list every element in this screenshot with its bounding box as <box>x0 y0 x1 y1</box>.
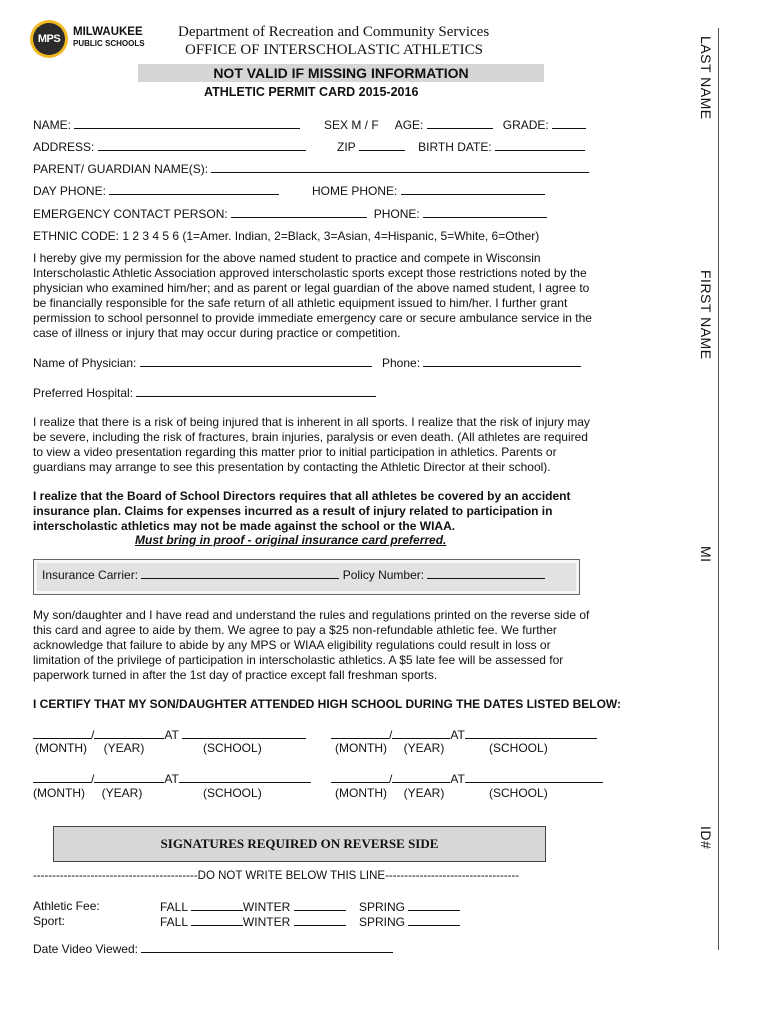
at-label: AT <box>450 728 465 742</box>
sport-fall-field[interactable] <box>191 914 243 926</box>
hospital-label: Preferred Hospital: <box>33 386 134 400</box>
sex-age-grade-row <box>324 117 586 132</box>
zip-field[interactable] <box>359 139 405 151</box>
month-caption: (MONTH) <box>335 741 387 755</box>
school-field[interactable] <box>465 727 597 739</box>
age-field[interactable] <box>427 117 493 129</box>
logo-abbrev: MPS <box>33 23 65 55</box>
physician-row <box>33 355 372 370</box>
winter-label: WINTER <box>242 900 291 914</box>
attendance-captions-4 <box>335 786 548 800</box>
name-label: NAME: <box>33 118 72 132</box>
physician-label: Name of Physician: <box>33 356 137 370</box>
fee-season-row <box>160 899 460 914</box>
day-phone-label: DAY PHONE: <box>33 184 106 198</box>
proof-note: Must bring in proof - original insurance card preferred. <box>135 533 447 547</box>
carrier-field[interactable] <box>141 567 339 579</box>
year-field[interactable] <box>392 771 450 783</box>
emergency-row <box>33 206 547 221</box>
permission-paragraph: I hereby give my permission for the above named student to practice and compete in Wisconsin Interscholastic Athletic Association approved interscholastic sports except those restrictions noted by the physician who examined him/her; and as parent or legal guardian of the above named student, I agree to be financially responsible for the safe return of all athletic equipment issued to him/her. I further grant permission to school personnel to provide immediate emergency care or secure ambulance service in the case of illness or injury that may occur during practice or competition. <box>33 251 592 340</box>
home-phone-label: HOME PHONE: <box>312 184 398 198</box>
attendance-entry-4 <box>331 771 603 786</box>
emergency-label: EMERGENCY CONTACT PERSON: <box>33 207 228 221</box>
school-caption: (SCHOOL) <box>203 786 262 800</box>
month-field[interactable] <box>331 771 389 783</box>
athletic-fee-label: Athletic Fee: <box>33 899 100 913</box>
attendance-entry-1 <box>33 727 306 742</box>
guardian-row <box>33 161 589 176</box>
date-video-field[interactable] <box>141 941 393 953</box>
year-caption: (YEAR) <box>403 741 445 755</box>
physician-field[interactable] <box>140 355 372 367</box>
slash: / <box>389 728 393 742</box>
address-row <box>33 139 306 154</box>
signatures-required-box: SIGNATURES REQUIRED ON REVERSE SIDE <box>53 826 546 862</box>
fee-fall-field[interactable] <box>191 899 243 911</box>
grade-label: GRADE: <box>502 118 549 132</box>
fee-spring-field[interactable] <box>408 899 460 911</box>
insurance-paragraph: I realize that the Board of School Directors requires that all athletes be covered by an accident insurance plan. Claims for expenses incurred as a result of injury related to participation in interscholastic athletics may not be made against the school or the WIAA. <box>33 489 571 533</box>
at-label: AT <box>164 772 179 786</box>
school-caption: (SCHOOL) <box>489 786 548 800</box>
carrier-label: Insurance Carrier: <box>42 568 139 582</box>
id-label: ID# <box>698 826 714 850</box>
name-row <box>33 117 300 132</box>
physician-phone-field[interactable] <box>423 355 581 367</box>
first-name-label: FIRST NAME <box>698 270 714 360</box>
month-caption: (MONTH) <box>335 786 387 800</box>
do-not-write-divider: -------------------------------------------DO NOT WRITE BELOW THIS LINE----------------------------------- <box>33 870 520 882</box>
address-field[interactable] <box>98 139 306 151</box>
hospital-field[interactable] <box>136 385 376 397</box>
emergency-field[interactable] <box>231 206 367 218</box>
policy-field[interactable] <box>427 567 545 579</box>
fall-label: FALL <box>160 915 188 929</box>
card-title: ATHLETIC PERMIT CARD 2015-2016 <box>204 85 419 99</box>
month-field[interactable] <box>331 727 389 739</box>
policy-label: Policy Number: <box>342 568 425 582</box>
ethnic-code: ETHNIC CODE: 1 2 3 4 5 6 (1=Amer. Indian, 2=Black, 3=Asian, 4=Hispanic, 5=White, 6=Other) <box>33 229 540 243</box>
spring-label: SPRING <box>358 900 405 914</box>
hospital-row <box>33 385 376 400</box>
grade-field[interactable] <box>552 117 586 129</box>
at-label: AT <box>164 728 179 742</box>
side-divider <box>718 28 719 950</box>
month-caption: (MONTH) <box>35 741 87 755</box>
year-caption: (YEAR) <box>103 741 145 755</box>
logo-line2: PUBLIC SCHOOLS <box>73 39 145 48</box>
month-field[interactable] <box>33 771 91 783</box>
certify-statement: I CERTIFY THAT MY SON/DAUGHTER ATTENDED HIGH SCHOOL DURING THE DATES LISTED BELOW: <box>33 697 622 711</box>
zip-birth-row <box>337 139 585 154</box>
sport-season-row <box>160 914 460 929</box>
slash: / <box>91 728 95 742</box>
sport-spring-field[interactable] <box>408 914 460 926</box>
date-video-row <box>33 941 393 956</box>
attendance-entry-3 <box>33 771 311 786</box>
logo-text <box>73 26 145 50</box>
birth-date-label: BIRTH DATE: <box>418 140 492 154</box>
emergency-phone-label: PHONE: <box>373 207 420 221</box>
school-field[interactable] <box>182 727 306 739</box>
home-phone-field[interactable] <box>401 183 545 195</box>
mi-label: MI <box>698 546 714 563</box>
school-caption: (SCHOOL) <box>203 741 262 755</box>
logo-line1: MILWAUKEE <box>73 26 143 38</box>
at-label: AT <box>450 772 465 786</box>
year-field[interactable] <box>94 727 164 739</box>
emergency-phone-field[interactable] <box>423 206 547 218</box>
address-label: ADDRESS: <box>33 140 95 154</box>
date-video-label: Date Video Viewed: <box>33 942 138 956</box>
attendance-captions-1 <box>35 741 262 755</box>
last-name-label: LAST NAME <box>698 36 714 120</box>
age-label: AGE: <box>394 118 424 132</box>
year-field[interactable] <box>94 771 164 783</box>
school-caption: (SCHOOL) <box>489 741 548 755</box>
name-field[interactable] <box>74 117 300 129</box>
fee-winter-field[interactable] <box>294 899 346 911</box>
mps-logo <box>30 20 68 58</box>
attendance-captions-3 <box>33 786 262 800</box>
month-field[interactable] <box>33 727 91 739</box>
spring-label: SPRING <box>358 915 405 929</box>
physician-phone-label: Phone: <box>382 356 421 370</box>
zip-label: ZIP <box>337 140 356 154</box>
year-caption: (YEAR) <box>403 786 445 800</box>
physician-phone-row <box>382 355 581 370</box>
day-phone-row <box>33 183 279 198</box>
year-caption: (YEAR) <box>101 786 143 800</box>
sport-winter-field[interactable] <box>294 914 346 926</box>
risk-paragraph: I realize that there is a risk of being injured that is inherent in all sports. I realize that the risk of injury may be severe, including the risk of fractures, brain injuries, paralysis or even death. (All athletes are required to view a video presentation regarding this matter prior to initial participation in athletics. Parents or guardians may arrange to see this presentation by contacting the Athletic Director at their school). <box>33 415 590 474</box>
year-field[interactable] <box>392 727 450 739</box>
winter-label: WINTER <box>242 915 291 929</box>
home-phone-row <box>312 183 545 198</box>
school-field[interactable] <box>179 771 311 783</box>
birth-date-field[interactable] <box>495 139 585 151</box>
office-title: OFFICE OF INTERSCHOLASTIC ATHLETICS <box>185 42 483 58</box>
school-field[interactable] <box>465 771 603 783</box>
sex-label: SEX M / F <box>324 118 379 132</box>
missing-info-banner: NOT VALID IF MISSING INFORMATION <box>138 64 544 82</box>
fall-label: FALL <box>160 900 188 914</box>
guardian-field[interactable] <box>211 161 589 173</box>
rules-paragraph: My son/daughter and I have read and understand the rules and regulations printed on the reverse side of this card and agree to aide by them. We agree to pay a $25 non-refundable athletic fee. We further acknowledge that failure to abide by any MPS or WIAA eligibility regulations could result in loss or limitation of the privilege of participation in interscholastic athletics. A $5 late fee will be assessed for paperwork turned in after the 1st day of practice except fall freshman sports. <box>33 608 590 682</box>
slash: / <box>389 772 393 786</box>
dept-title: Department of Recreation and Community Services <box>178 24 490 40</box>
day-phone-field[interactable] <box>109 183 279 195</box>
attendance-captions-2 <box>335 741 548 755</box>
sport-label: Sport: <box>33 914 66 928</box>
slash: / <box>91 772 95 786</box>
insurance-carrier-row <box>42 567 545 582</box>
guardian-label: PARENT/ GUARDIAN NAME(S): <box>33 162 209 176</box>
attendance-entry-2 <box>331 727 597 742</box>
month-caption: (MONTH) <box>33 786 85 800</box>
